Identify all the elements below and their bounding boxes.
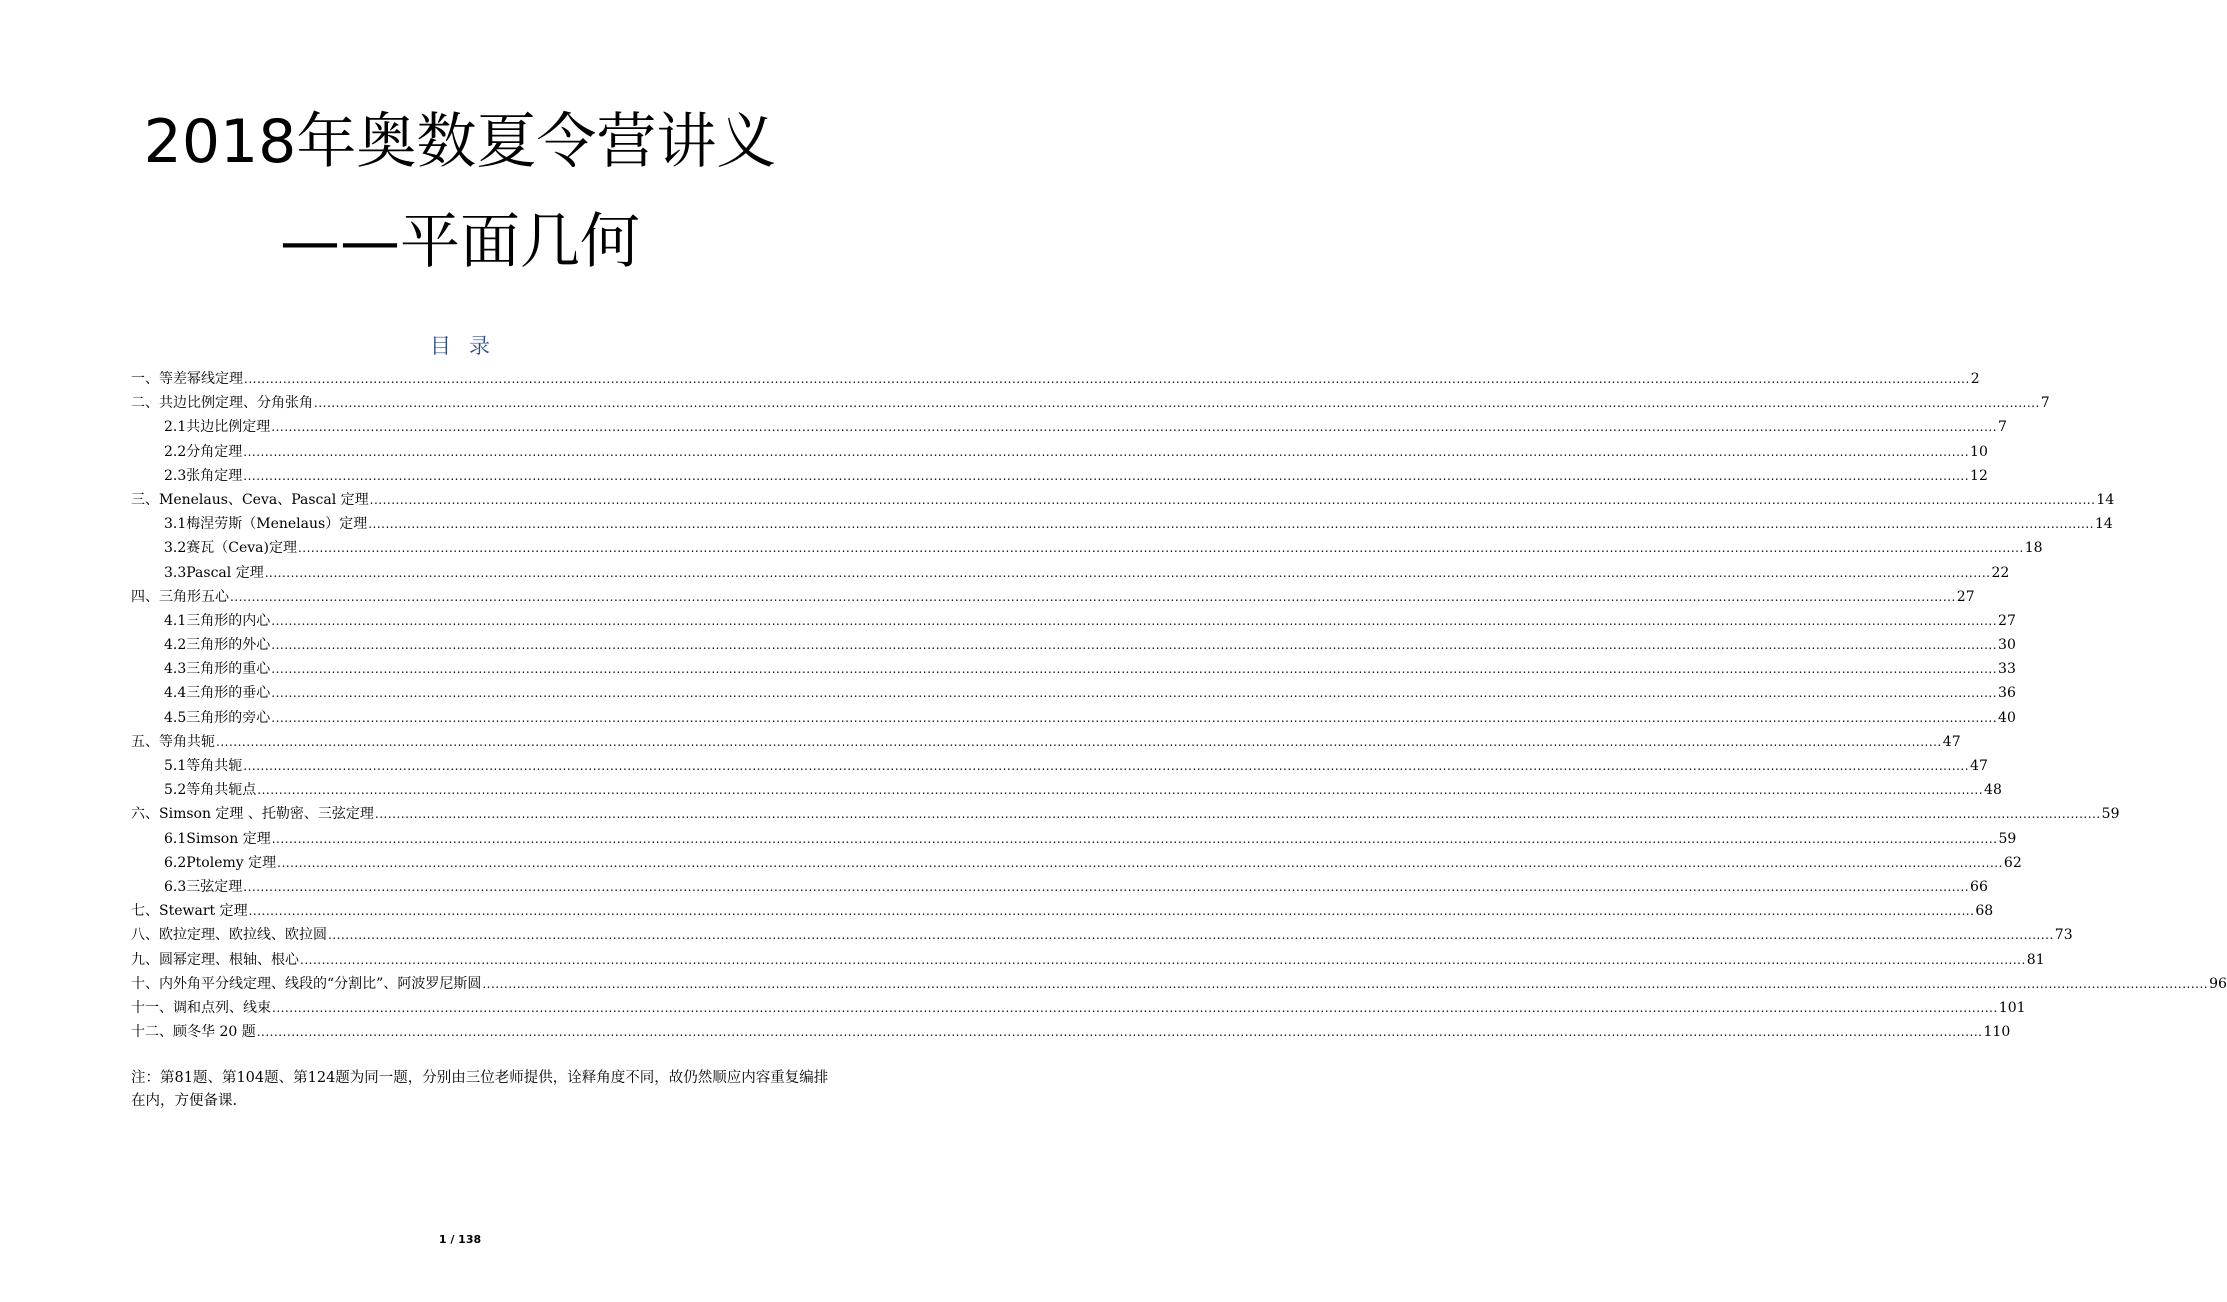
toc-entry-label: 共边比例定理 bbox=[186, 419, 271, 436]
toc-entry-number: 2.3 bbox=[164, 467, 187, 484]
toc-dot-leader: ................................................................................................................................................................................................................................................................................................................................................................................................................ bbox=[271, 686, 1998, 701]
toc-entry-number: 6.1 bbox=[164, 830, 187, 847]
toc-entry-page: 22 bbox=[1991, 564, 2010, 581]
toc-entry-page: 47 bbox=[1942, 733, 1961, 750]
toc-entry-label: 三、Menelaus、Ceva、Pascal 定理 bbox=[131, 491, 369, 508]
toc-entry-page: 101 bbox=[1998, 999, 2026, 1016]
toc-dot-leader: ................................................................................................................................................................................................................................................................................................................................................................................................................ bbox=[271, 662, 1998, 677]
toc-dot-leader: ................................................................................................................................................................................................................................................................................................................................................................................................................ bbox=[264, 565, 1991, 580]
toc-entry-label: 张角定理 bbox=[186, 467, 243, 484]
toc-entry-number: 5.2 bbox=[164, 782, 187, 799]
toc-entry-page: 30 bbox=[1998, 637, 2016, 654]
toc-entry-page: 14 bbox=[2096, 491, 2115, 508]
toc-heading: 目录 bbox=[430, 334, 508, 358]
toc-entry-number: 2.1 bbox=[164, 419, 187, 436]
toc-entry-label: 等角共轭点 bbox=[186, 782, 257, 799]
toc-entry-number: 5.1 bbox=[164, 758, 187, 774]
toc-entry-label: 四、三角形五心 bbox=[131, 588, 229, 605]
toc-entry[interactable] bbox=[131, 681, 2016, 705]
toc-dot-leader: ................................................................................................................................................................................................................................................................................................................................................................................................................ bbox=[482, 976, 2209, 991]
toc-entry-label: 三角形的内心 bbox=[186, 612, 271, 629]
toc-entry[interactable] bbox=[131, 367, 1980, 391]
toc-dot-leader: ................................................................................................................................................................................................................................................................................................................................................................................................................ bbox=[271, 613, 1998, 628]
toc-dot-leader: ................................................................................................................................................................................................................................................................................................................................................................................................................ bbox=[243, 879, 1970, 894]
toc-entry[interactable] bbox=[131, 609, 2016, 633]
toc-entry[interactable] bbox=[131, 899, 1994, 923]
toc-dot-leader: ................................................................................................................................................................................................................................................................................................................................................................................................................ bbox=[256, 1025, 1983, 1040]
toc-entry-page: 96 bbox=[2209, 975, 2227, 992]
toc-entry-number: 4.5 bbox=[164, 709, 187, 726]
toc-entry-label: 十二、顾冬华 20 题 bbox=[131, 1024, 256, 1041]
toc-entry-page: 36 bbox=[1998, 685, 2016, 702]
toc-entry-number: 6.3 bbox=[164, 878, 187, 895]
toc-entry[interactable] bbox=[131, 948, 2045, 972]
toc-entry-label: 分角定理 bbox=[186, 443, 243, 460]
toc-entry-label: 三角形的旁心 bbox=[186, 709, 271, 726]
toc-dot-leader: ................................................................................................................................................................................................................................................................................................................................................................................................................ bbox=[243, 468, 1970, 483]
toc-entry-label: 三角形的垂心 bbox=[186, 685, 271, 702]
toc-dot-leader: ................................................................................................................................................................................................................................................................................................................................................................................................................ bbox=[271, 710, 1998, 725]
toc-entry[interactable] bbox=[131, 923, 2073, 947]
toc-entry-label: 十、内外角平分线定理、线段的“分割比”、阿波罗尼斯圆 bbox=[131, 975, 482, 992]
toc-entry-number: 2.2 bbox=[164, 443, 187, 460]
toc-dot-leader: ................................................................................................................................................................................................................................................................................................................................................................................................................ bbox=[271, 831, 1998, 846]
toc-entry-label: 三角形的外心 bbox=[186, 637, 271, 654]
toc-entry-label: 二、共边比例定理、分角张角 bbox=[131, 395, 313, 412]
toc-entry-page: 73 bbox=[2054, 927, 2073, 944]
toc-entry-page: 12 bbox=[1970, 467, 1988, 484]
toc-entry-label: Pascal 定理 bbox=[186, 564, 264, 581]
toc-entry-page: 68 bbox=[1975, 903, 1994, 920]
toc-entry-page: 59 bbox=[1998, 830, 2017, 847]
toc-entry-label: 八、欧拉定理、欧拉线、欧拉圆 bbox=[131, 927, 327, 944]
toc-dot-leader: ................................................................................................................................................................................................................................................................................................................................................................................................................ bbox=[243, 759, 1970, 773]
toc-entry-label: 三弦定理 bbox=[186, 878, 243, 895]
toc-entry[interactable] bbox=[131, 754, 1988, 778]
toc-entry-label: 三角形的重心 bbox=[186, 661, 271, 678]
toc-entry-page: 81 bbox=[2026, 951, 2045, 968]
toc-dot-leader: ................................................................................................................................................................................................................................................................................................................................................................................................................ bbox=[368, 517, 2094, 532]
toc-entry-label: Ptolemy 定理 bbox=[186, 854, 277, 871]
toc-entry-number: 6.2 bbox=[164, 854, 187, 871]
toc-dot-leader: ................................................................................................................................................................................................................................................................................................................................................................................................................ bbox=[244, 372, 1970, 386]
toc-entry-page: 59 bbox=[2101, 806, 2120, 823]
toc-entry-page: 66 bbox=[1970, 878, 1988, 895]
toc-entry[interactable] bbox=[131, 488, 2115, 512]
document-title: 2018年奥数夏令营讲义 bbox=[143, 107, 777, 177]
toc-dot-leader: ................................................................................................................................................................................................................................................................................................................................................................................................................ bbox=[271, 638, 1998, 653]
toc-dot-leader: ................................................................................................................................................................................................................................................................................................................................................................................................................ bbox=[272, 1000, 1998, 1015]
toc-entry-number: 4.1 bbox=[164, 612, 187, 629]
toc-entry-number: 3.2 bbox=[164, 540, 187, 557]
toc-entry-number: 3.1 bbox=[164, 516, 187, 533]
toc-entry-label: 五、等角共轭 bbox=[131, 733, 215, 750]
toc-entry-page: 48 bbox=[1984, 782, 2002, 799]
toc-entry[interactable] bbox=[131, 391, 2050, 415]
toc-dot-leader: ................................................................................................................................................................................................................................................................................................................................................................................................................ bbox=[243, 444, 1970, 459]
toc-entry-label: 梅涅劳斯（Menelaus）定理 bbox=[186, 516, 368, 533]
toc-entry[interactable] bbox=[131, 996, 2026, 1020]
toc-entry[interactable] bbox=[131, 802, 2120, 826]
toc-dot-leader: ................................................................................................................................................................................................................................................................................................................................................................................................................ bbox=[300, 952, 2026, 967]
toc-entry-page: 110 bbox=[1983, 1024, 2011, 1041]
table-of-contents bbox=[131, 367, 2227, 1044]
toc-entry-label: 等角共轭 bbox=[186, 758, 243, 774]
page-number: 1 / 138 bbox=[438, 1233, 482, 1246]
toc-entry-page: 62 bbox=[2003, 854, 2022, 871]
toc-dot-leader: ................................................................................................................................................................................................................................................................................................................................................................................................................ bbox=[216, 734, 1942, 749]
toc-entry-page: 47 bbox=[1970, 758, 1988, 774]
toc-entry-label: 九、圆幂定理、根轴、根心 bbox=[131, 951, 299, 968]
editor-note: 注：第81题、第104题、第124题为同一题，分别由三位老师提供，诠释角度不同，故仍然顺应内容重复编排在内，方便备课. bbox=[131, 1070, 829, 1109]
toc-entry[interactable] bbox=[131, 585, 1975, 609]
toc-entry-label: Simson 定理 bbox=[186, 830, 271, 847]
toc-entry[interactable] bbox=[131, 464, 1988, 488]
toc-entry[interactable] bbox=[131, 851, 2022, 875]
toc-entry[interactable] bbox=[131, 512, 2113, 536]
toc-entry-label: 十一、调和点列、线束 bbox=[131, 999, 271, 1016]
toc-entry-label: 七、Stewart 定理 bbox=[131, 903, 248, 920]
toc-entry-number: 4.2 bbox=[164, 637, 187, 654]
toc-dot-leader: ................................................................................................................................................................................................................................................................................................................................................................................................................ bbox=[297, 541, 2024, 556]
toc-entry-number: 3.3 bbox=[164, 564, 187, 581]
toc-entry-page: 7 bbox=[2040, 395, 2050, 412]
toc-entry[interactable] bbox=[131, 730, 1961, 754]
toc-dot-leader: ................................................................................................................................................................................................................................................................................................................................................................................................................ bbox=[328, 928, 2054, 943]
toc-dot-leader: ................................................................................................................................................................................................................................................................................................................................................................................................................ bbox=[369, 492, 2096, 507]
toc-entry-page: 33 bbox=[1998, 661, 2016, 678]
toc-dot-leader: ................................................................................................................................................................................................................................................................................................................................................................................................................ bbox=[314, 396, 2040, 411]
toc-dot-leader: ................................................................................................................................................................................................................................................................................................................................................................................................................ bbox=[277, 855, 2003, 870]
toc-entry[interactable] bbox=[131, 440, 1988, 464]
toc-entry-label: 一、等差幂线定理 bbox=[131, 371, 243, 387]
toc-entry-number: 4.3 bbox=[164, 661, 187, 678]
toc-entry[interactable] bbox=[131, 1020, 2011, 1044]
toc-entry[interactable] bbox=[131, 561, 2010, 585]
toc-entry[interactable] bbox=[131, 875, 1988, 899]
toc-entry-page: 18 bbox=[2024, 540, 2043, 557]
toc-dot-leader: ................................................................................................................................................................................................................................................................................................................................................................................................................ bbox=[374, 807, 2101, 822]
toc-entry[interactable] bbox=[131, 706, 2016, 730]
toc-entry[interactable] bbox=[131, 827, 2017, 851]
toc-entry-page: 7 bbox=[1998, 419, 2007, 436]
toc-entry-page: 10 bbox=[1970, 443, 1988, 460]
toc-dot-leader: ................................................................................................................................................................................................................................................................................................................................................................................................................ bbox=[230, 589, 1956, 604]
toc-entry-page: 40 bbox=[1998, 709, 2016, 726]
toc-entry[interactable] bbox=[131, 778, 2002, 802]
toc-dot-leader: ................................................................................................................................................................................................................................................................................................................................................................................................................ bbox=[257, 783, 1984, 798]
document-subtitle: ——平面几何 bbox=[280, 207, 640, 277]
toc-entry[interactable] bbox=[131, 972, 2227, 996]
toc-entry[interactable] bbox=[131, 657, 2016, 681]
toc-entry-page: 14 bbox=[2095, 516, 2113, 533]
toc-entry-number: 4.4 bbox=[164, 685, 187, 702]
toc-dot-leader: ................................................................................................................................................................................................................................................................................................................................................................................................................ bbox=[271, 420, 1998, 435]
toc-entry-page: 27 bbox=[1956, 588, 1975, 605]
toc-entry[interactable] bbox=[131, 536, 2043, 560]
toc-entry-label: 六、Simson 定理 、托勒密、三弦定理 bbox=[131, 806, 374, 823]
toc-entry-label: 赛瓦（Ceva)定理 bbox=[186, 540, 297, 557]
toc-entry[interactable] bbox=[131, 415, 2007, 439]
toc-dot-leader: ................................................................................................................................................................................................................................................................................................................................................................................................................ bbox=[248, 904, 1975, 919]
toc-entry[interactable] bbox=[131, 633, 2016, 657]
toc-entry-page: 2 bbox=[1970, 371, 1980, 387]
toc-entry-page: 27 bbox=[1998, 612, 2016, 629]
